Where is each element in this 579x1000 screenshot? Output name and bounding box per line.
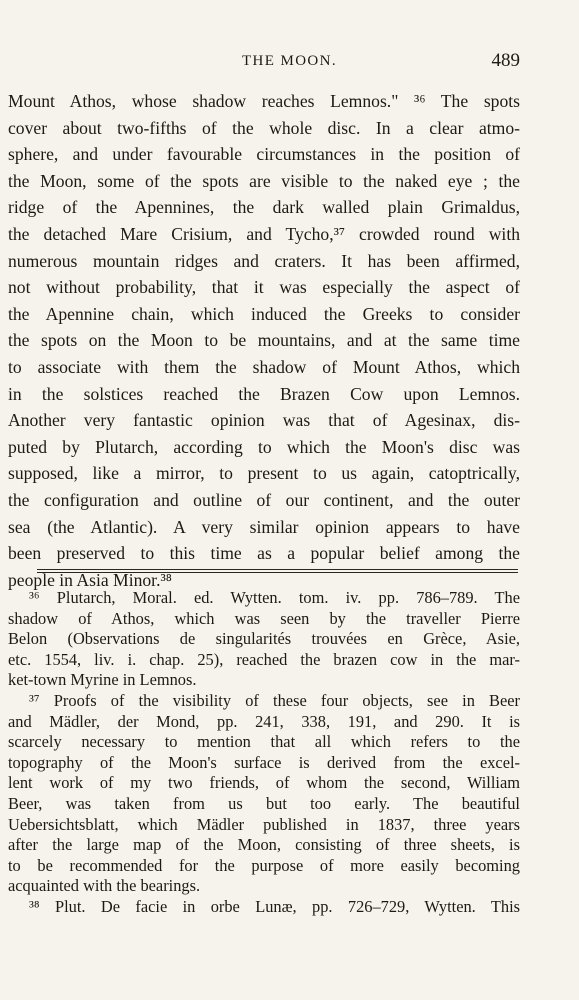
body-line: in the solstices reached the Brazen Cow upon Lemnos. bbox=[8, 383, 520, 404]
footnote-line: acquainted with the bearings. bbox=[8, 876, 201, 896]
footnote-line: ³⁷ Proofs of the visibility of these four objects, see in Beer bbox=[29, 690, 520, 710]
body-line: not without probability, that it was especially the aspect of bbox=[8, 277, 520, 298]
body-line: Mount Athos, whose shadow reaches Lemnos." ³⁶ The spots bbox=[8, 91, 520, 111]
body-line: the detached Mare Crisium, and Tycho,³⁷ crowded round with bbox=[8, 223, 520, 244]
footnote-line: ket-town Myrine in Lemnos. bbox=[8, 670, 197, 690]
body-line: been preserved to this time as a popular belief among the bbox=[8, 543, 520, 564]
footnote-divider bbox=[37, 569, 518, 573]
body-line: Another very fantastic opinion was that of Agesinax, dis- bbox=[8, 410, 520, 431]
body-line: sphere, and under favourable circumstances in the position of bbox=[8, 144, 520, 165]
body-line: the Moon, some of the spots are visible to the naked eye ; the bbox=[8, 170, 520, 191]
footnote-line: Belon (Observations de singularités trouvées en Grèce, Asie, bbox=[8, 629, 520, 649]
footnote-line: shadow of Athos, which was seen by the traveller Pierre bbox=[8, 608, 520, 628]
body-line: supposed, like a mirror, to present to us again, catoptrically, bbox=[8, 463, 520, 484]
footnote-line: and Mädler, der Mond, pp. 241, 338, 191, and 290. It is bbox=[8, 711, 520, 731]
running-head bbox=[0, 50, 579, 74]
body-line: numerous mountain ridges and craters. It has been affirmed, bbox=[8, 250, 520, 271]
body-line: ridge of the Apennines, the dark walled plain Grimaldus, bbox=[8, 197, 520, 218]
running-head-title: THE MOON. bbox=[241, 53, 338, 69]
footnote-line: after the large map of the Moon, consisting of three sheets, is bbox=[8, 835, 520, 855]
body-line: the Apennine chain, which induced the Greeks to consider bbox=[8, 303, 520, 324]
footnotes bbox=[8, 588, 520, 918]
body-line: to associate with them the shadow of Mount Athos, which bbox=[8, 356, 520, 377]
body-line: the spots on the Moon to be mountains, and at the same time bbox=[8, 330, 520, 351]
body-line: puted by Plutarch, according to which the Moon's disc was bbox=[8, 436, 520, 457]
footnote-line: topography of the Moon's surface is derived from the excel- bbox=[8, 752, 520, 772]
body-line: sea (the Atlantic). A very similar opinion appears to have bbox=[8, 516, 520, 537]
main-text bbox=[8, 88, 520, 593]
footnote-line: to be recommended for the purpose of more easily becoming bbox=[8, 855, 520, 875]
footnote-line: ³⁸ Plut. De facie in orbe Lunæ, pp. 726–729, Wytten. This bbox=[29, 896, 520, 916]
footnote-line: scarcely necessary to mention that all which refers to the bbox=[8, 732, 520, 752]
footnote-line: ³⁶ Plutarch, Moral. ed. Wytten. tom. iv. pp. 786–789. The bbox=[29, 588, 520, 607]
footnote-line: Uebersichtsblatt, which Mädler published in 1837, three years bbox=[8, 814, 520, 834]
body-line: the configuration and outline of our continent, and the outer bbox=[8, 489, 520, 510]
page-number: 489 bbox=[491, 50, 520, 71]
body-line: people in Asia Minor.³⁸ bbox=[8, 569, 172, 590]
body-line: cover about two-fifths of the whole disc. In a clear atmo- bbox=[8, 117, 520, 138]
footnote-line: Beer, was taken from us but too early. The beautiful bbox=[8, 793, 520, 813]
footnote-line: etc. 1554, liv. i. chap. 25), reached the brazen cow in the mar- bbox=[8, 649, 520, 669]
footnote-line: lent work of my two friends, of whom the second, William bbox=[8, 773, 520, 793]
